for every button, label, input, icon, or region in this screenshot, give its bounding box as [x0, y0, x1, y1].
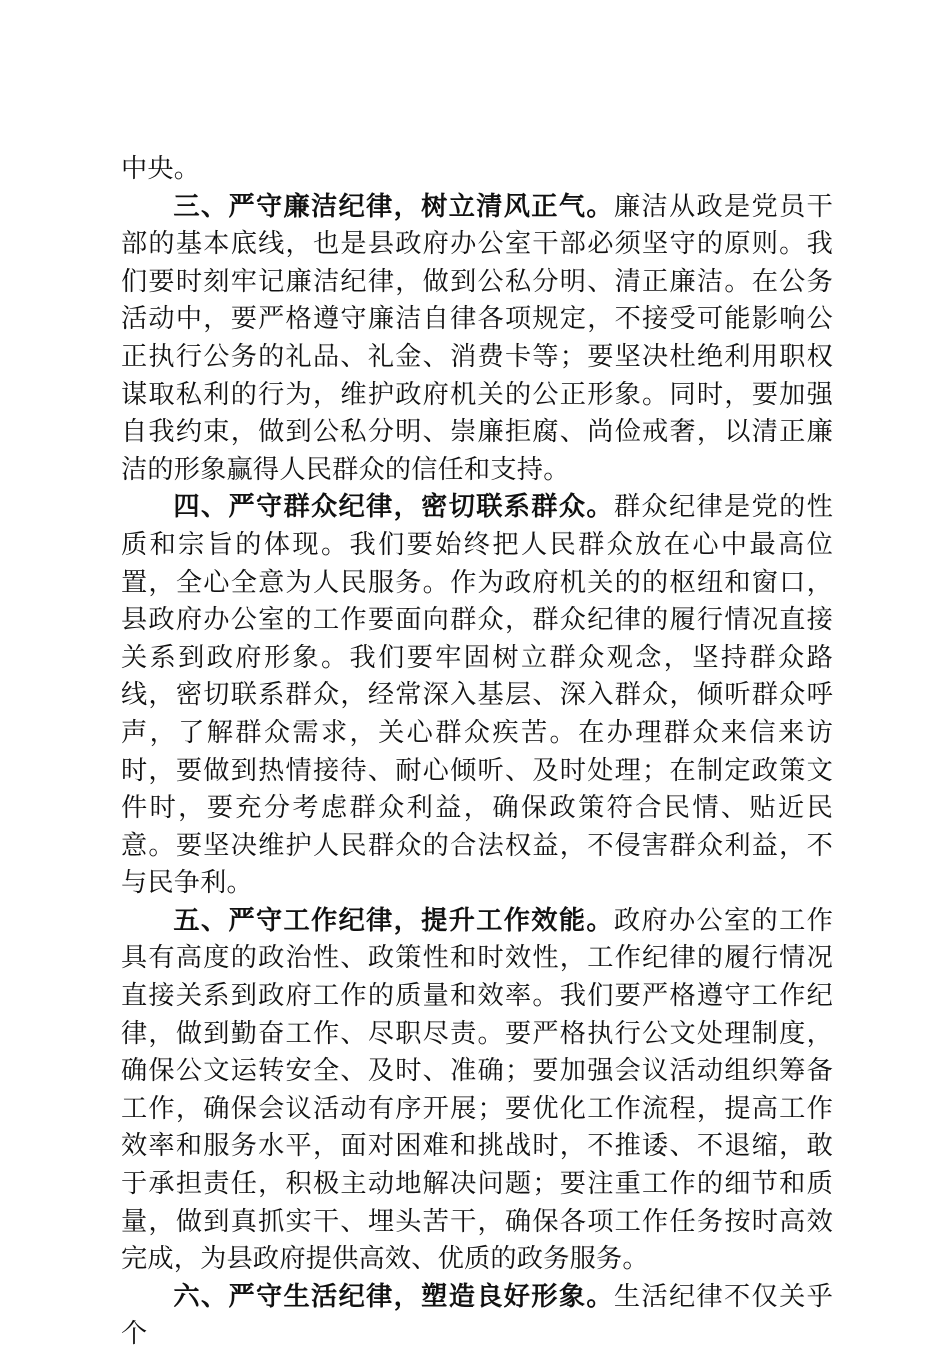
section-5-heading: 五、严守工作纪律，提升工作效能。 — [173, 905, 614, 936]
section-4-body: 群众纪律是党的性质和宗旨的体现。我们要始终把人民群众放在心中最高位置，全心全意为人民服务。作为政府机关的的枢纽和窗口，县政府办公室的工作要面向群众，群众纪律的履行情况直接关系到政府形象。我们要牢固树立群众观念，坚持群众路线，密切联系群众，经常深入基层、深入群众，倾听群众呼声，了解群众需求，关心群众疾苦。在办理群众来信来访时，要做到热情接待、耐心倾听、及时处理；在制定政策文件时，要充分考虑群众利益，确保政策符合民情、贴近民意。要坚决维护人民群众的合法权益，不侵害群众利益，不与民争利。 — [121, 492, 833, 899]
section-3-heading: 三、严守廉洁纪律，树立清风正气。 — [173, 191, 614, 222]
section-5 — [121, 903, 833, 1279]
section-3 — [121, 189, 833, 490]
section-3-body: 廉洁从政是党员干部的基本底线，也是县政府办公室干部必须坚守的原则。我们要时刻牢记廉洁纪律，做到公私分明、清正廉洁。在公务活动中，要严格遵守廉洁自律各项规定，不接受可能影响公正执行公务的礼品、礼金、消费卡等；要坚决杜绝利用职权谋取私利的行为，维护政府机关的公正形象。同时，要加强自我约束，做到公私分明、崇廉拒腐、尚俭戒奢，以清正廉洁的形象赢得人民群众的信任和支持。 — [121, 191, 833, 485]
section-4-heading: 四、严守群众纪律，密切联系群众。 — [173, 492, 614, 523]
continuation-text: 中央。 — [121, 154, 201, 184]
section-4 — [121, 489, 833, 903]
section-5-body: 政府办公室的工作具有高度的政治性、政策性和时效性，工作纪律的履行情况直接关系到政府工作的质量和效率。我们要严格遵守工作纪律，做到勤奋工作、尽职尽责。要严格执行公文处理制度，确保公文运转安全、及时、准确；要加强会议活动组织筹备工作，确保会议活动有序开展；要优化工作流程，提高工作效率和服务水平，面对困难和挑战时，不推诿、不退缩，敢于承担责任，积极主动地解决问题；要注重工作的细节和质量，做到真抓实干、埋头苦干，确保各项工作任务按时高效完成，为县政府提供高效、优质的政务服务。 — [121, 905, 833, 1275]
document-body — [121, 151, 833, 1354]
section-6 — [121, 1279, 833, 1354]
section-6-heading: 六、严守生活纪律，塑造良好形象。 — [173, 1281, 614, 1312]
section-6-body: 生活纪律不仅关乎个 — [121, 1281, 833, 1350]
